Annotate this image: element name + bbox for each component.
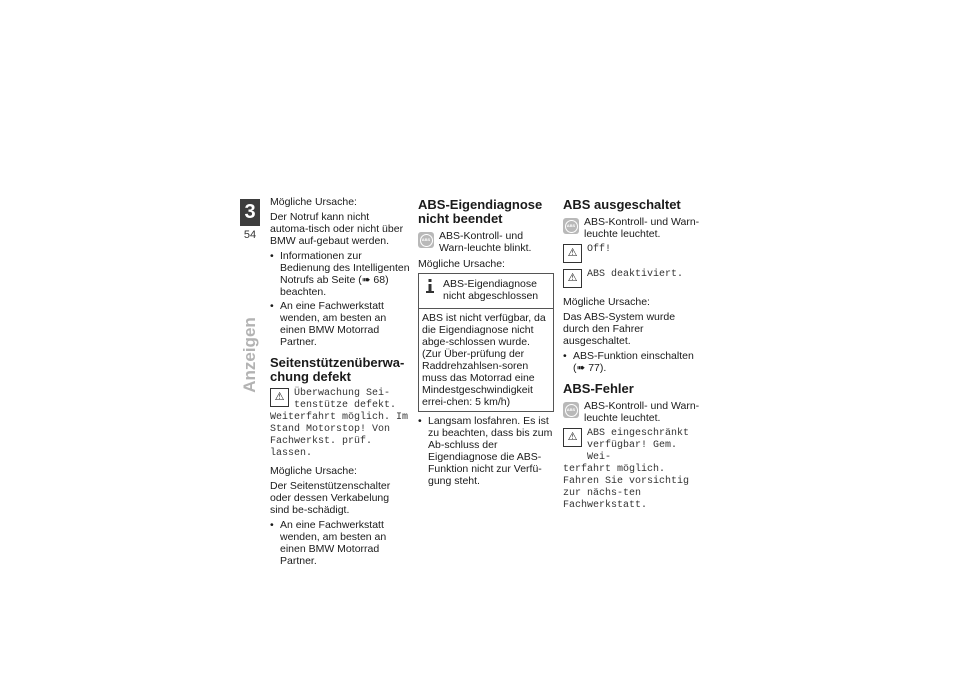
abs-icon-label: ABS: [565, 220, 578, 233]
section-heading: Seitenstützenüberwa-chung defekt: [270, 355, 405, 384]
warning-text-continued: terfahrt möglich. Fahren Sie vorsichtig zur nächs-ten Fachwerkstatt.: [563, 464, 690, 511]
info-icon: [423, 278, 437, 294]
abs-icon-label: ABS: [565, 404, 578, 417]
column-2: [418, 196, 554, 489]
cause-text: Das ABS-System wurde durch den Fahrer ausgeschaltet.: [563, 311, 676, 347]
abs-warning-light-icon: [563, 402, 579, 418]
info-box-header: [419, 274, 553, 309]
abs-icon-label: ABS: [420, 234, 433, 247]
column-3: [563, 196, 703, 517]
warning-text: ABS deaktiviert.: [587, 269, 684, 280]
cause-text: Der Seitenstützenschalter oder dessen Verkabelung sind be-schädigt.: [270, 480, 391, 516]
bullet-item: • An eine Fachwerkstatt wenden, am besten an einen BMW Motorrad Partner.: [270, 519, 410, 567]
warning-message: [563, 269, 703, 288]
info-box-body: ABS ist nicht verfügbar, da die Eigendiagnose nicht abge-schlossen wurde. (Zur Über-prüfung der Raddrehzahlsen-soren muss das Motorrad eine Mindestgeschwindigkeit errei-chen: 5 km/h): [422, 312, 546, 408]
bullet-item: • An eine Fachwerkstatt wenden, am besten an einen BMW Motorrad Partner.: [270, 300, 410, 348]
warning-text: Überwachung Sei-tenstütze defekt.: [294, 388, 397, 411]
indicator-text: ABS-Kontroll- und Warn-leuchte leuchtet.: [584, 216, 700, 240]
warning-triangle-icon: ⚠: [563, 244, 582, 263]
section-heading: ABS ausgeschaltet: [563, 197, 681, 212]
indicator-row: [563, 216, 703, 240]
warning-text-continued: Weiterfahrt möglich. Im Stand Motorstop! Von Fachwerkst. prüf. lassen.: [270, 412, 409, 459]
section-label: [238, 315, 262, 395]
warning-text: Off!: [587, 244, 612, 255]
chapter-number: 3: [240, 199, 260, 226]
warning-message: [270, 388, 410, 412]
cause-label: Mögliche Ursache:: [270, 465, 357, 477]
cause-label: Mögliche Ursache:: [563, 296, 650, 308]
section-label-text: Anzeigen: [240, 317, 259, 393]
abs-warning-light-icon: [418, 232, 434, 248]
warning-message: [563, 244, 703, 263]
bullet-item: • Informationen zur Bedienung des Intelligenten Notrufs ab Seite (➠ 68) beachten.: [270, 250, 410, 298]
section-heading: ABS-Fehler: [563, 381, 634, 396]
warning-message: [563, 428, 703, 464]
cause-text: Der Notruf kann nicht automa-tisch oder nicht über BMW auf-gebaut werden.: [270, 211, 404, 247]
indicator-row: [563, 400, 703, 424]
cause-label: Mögliche Ursache:: [270, 196, 357, 208]
warning-triangle-icon: ⚠: [270, 388, 289, 407]
info-box-title: ABS-Eigendiagnose nicht abgeschlossen: [443, 278, 539, 302]
info-box: [418, 273, 554, 412]
warning-text: ABS eingeschränkt verfügbar! Gem. Wei-: [587, 428, 690, 463]
warning-triangle-icon: ⚠: [563, 269, 582, 288]
bullet-item: • Langsam losfahren. Es ist zu beachten, dass bis zum Ab-schluss der Eigendiagnose die ABS-Funktion nicht zur Verfü-gung steht.: [418, 415, 554, 487]
column-1: [270, 196, 410, 569]
bullet-item: • ABS-Funktion einschalten (➠ 77).: [563, 350, 703, 374]
page-number: 54: [243, 229, 257, 241]
warning-triangle-icon: ⚠: [563, 428, 582, 447]
abs-warning-light-icon: [563, 218, 579, 234]
indicator-row: [418, 230, 554, 254]
section-heading: ABS-Eigendiagnose nicht beendet: [418, 197, 543, 226]
indicator-text: ABS-Kontroll- und Warn-leuchte leuchtet.: [584, 400, 700, 424]
cause-label: Mögliche Ursache:: [418, 258, 505, 270]
indicator-text: ABS-Kontroll- und Warn-leuchte blinkt.: [439, 230, 532, 254]
